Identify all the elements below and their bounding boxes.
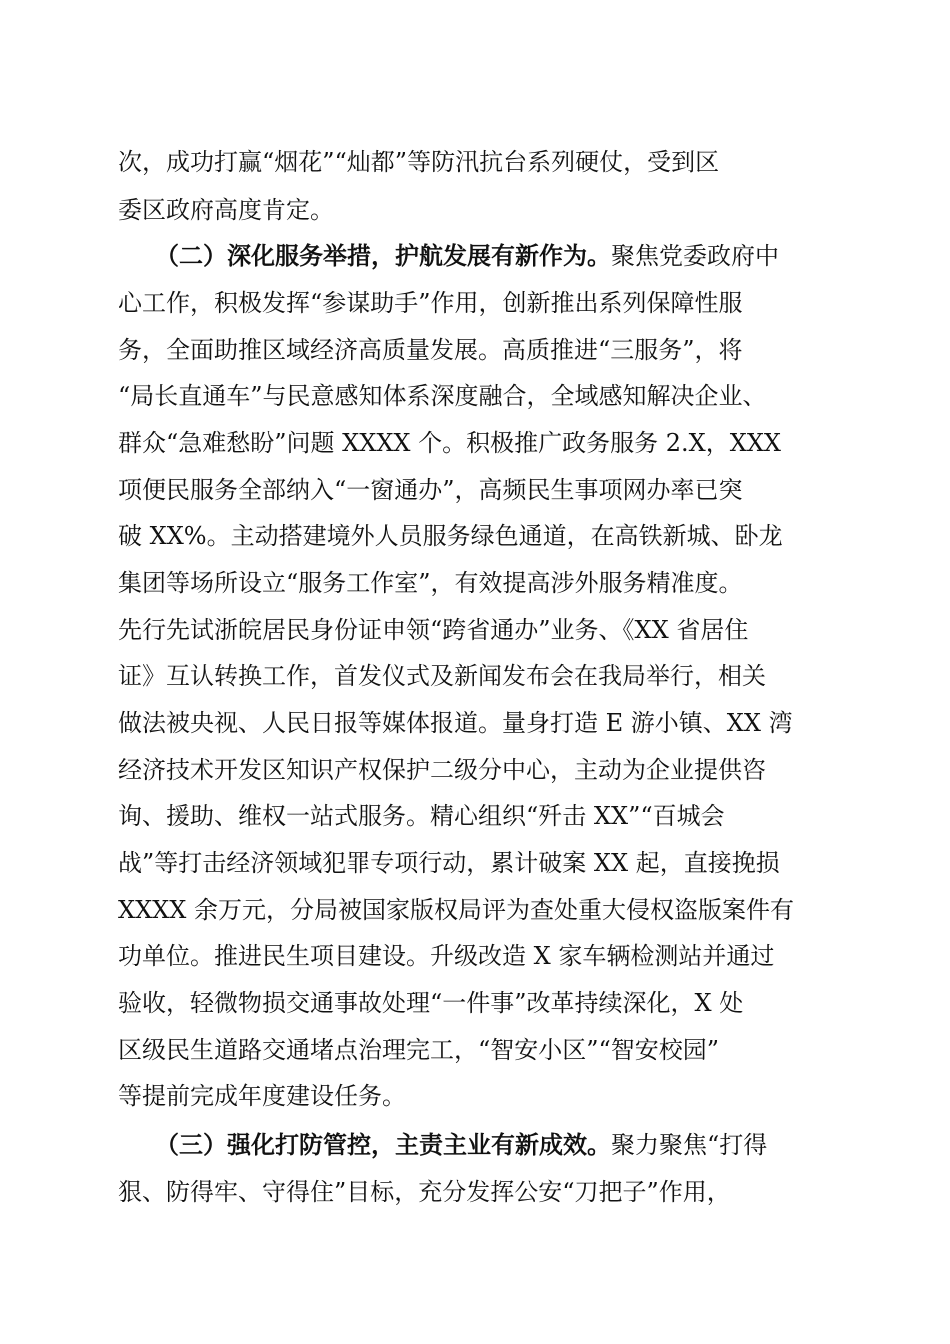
section-heading-text: （三）强化打防管控，主责主业有新成效。 — [155, 1130, 611, 1159]
paragraph-line: 委区政府高度肯定。 — [118, 196, 334, 224]
paragraph-line: 区级民生道路交通堵点治理完工，“智安小区”“智安校园” — [118, 1036, 720, 1064]
paragraph-line: 次，成功打赢“烟花”“灿都”等防汛抗台系列硬仗，受到区 — [118, 148, 720, 176]
paragraph-line: 证》互认转换工作，首发仪式及新闻发布会在我局举行，相关 — [118, 662, 766, 690]
paragraph-line: 破 XX%。主动搭建境外人员服务绿色通道，在高铁新城、卧龙 — [118, 522, 783, 550]
paragraph-line: “局长直通车”与民意感知体系深度融合，全域感知解决企业、 — [118, 382, 767, 410]
section-heading — [155, 241, 779, 271]
paragraph-line: 集团等场所设立“服务工作室”，有效提高涉外服务精准度。 — [118, 569, 743, 597]
paragraph-text: 聚力聚焦“打得 — [611, 1131, 768, 1159]
paragraph-line: 项便民服务全部纳入“一窗通办”，高频民生事项网办率已突 — [118, 476, 743, 504]
paragraph-line: XXXX 余万元，分局被国家版权局评为查处重大侵权盗版案件有 — [118, 896, 794, 924]
paragraph-line: 狠、防得牢、守得住”目标，充分发挥公安“刀把子”作用， — [118, 1178, 731, 1206]
paragraph-line: 战”等打击经济领域犯罪专项行动，累计破案 XX 起，直接挽损 — [118, 849, 780, 877]
paragraph-line: 先行先试浙皖居民身份证申领“跨省通办”业务、《XX 省居住 — [118, 616, 749, 644]
section-heading-text: （二）深化服务举措，护航发展有新作为。 — [155, 241, 611, 270]
paragraph-line: 验收，轻微物损交通事故处理“一件事”改革持续深化，X 处 — [118, 989, 744, 1017]
paragraph-line: 群众“急难愁盼”问题 XXXX 个。积极推广政务服务 2.X，XXX — [118, 429, 782, 457]
paragraph-line: 功单位。推进民生项目建设。升级改造 X 家车辆检测站并通过 — [118, 942, 775, 970]
paragraph-line: 做法被央视、人民日报等媒体报道。量身打造 E 游小镇、XX 湾 — [118, 709, 793, 737]
paragraph-line: 务，全面助推区域经济高质量发展。高质推进“三服务”，将 — [118, 336, 743, 364]
section-heading — [155, 1130, 767, 1160]
paragraph-text: 聚焦党委政府中 — [611, 242, 779, 270]
paragraph-line: 心工作，积极发挥“参谋助手”作用，创新推出系列保障性服 — [118, 289, 743, 317]
paragraph-line: 经济技术开发区知识产权保护二级分中心，主动为企业提供咨 — [118, 756, 766, 784]
paragraph-line: 等提前完成年度建设任务。 — [118, 1082, 406, 1110]
paragraph-line: 询、援助、维权一站式服务。精心组织“歼击 XX”“百城会 — [118, 802, 725, 830]
